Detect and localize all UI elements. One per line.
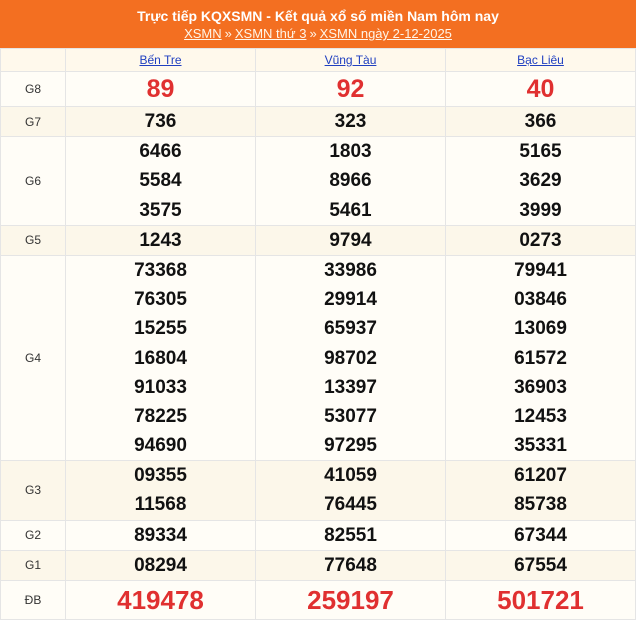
result-number: 259197	[307, 585, 394, 615]
prize-header-cell	[1, 49, 66, 72]
result-cell	[256, 72, 446, 107]
page-title: Trực tiếp KQXSMN - Kết quả xổ số miền Nam hôm nay	[137, 8, 499, 24]
result-number: 3629	[519, 170, 562, 192]
result-number: 3575	[139, 199, 182, 221]
result-number: 16804	[134, 347, 187, 369]
result-cell	[66, 461, 256, 520]
result-number: 73368	[134, 259, 187, 281]
result-cell	[446, 520, 636, 550]
prize-label: G5	[1, 225, 66, 255]
result-number: 1803	[329, 141, 372, 163]
result-number: 5165	[519, 141, 562, 163]
result-cell	[256, 107, 446, 137]
result-number: 78225	[134, 405, 187, 427]
prize-row	[1, 581, 636, 620]
breadcrumb-date-link[interactable]: XSMN ngày 2-12-2025	[319, 26, 452, 41]
result-number: 65937	[324, 318, 377, 340]
result-number: 89334	[134, 524, 187, 546]
result-cell	[256, 225, 446, 255]
result-number: 76305	[134, 289, 187, 311]
result-number: 40	[526, 75, 555, 103]
result-number: 5584	[139, 170, 182, 192]
prize-row	[1, 520, 636, 550]
result-number: 13397	[324, 376, 377, 398]
result-number: 36903	[514, 376, 567, 398]
result-number: 53077	[324, 405, 377, 427]
prize-label: G3	[1, 461, 66, 520]
result-number: 41059	[324, 465, 377, 487]
prize-label: G2	[1, 520, 66, 550]
result-number: 61207	[514, 465, 567, 487]
result-cell	[256, 550, 446, 580]
prize-row	[1, 255, 636, 460]
result-number: 92	[336, 75, 365, 103]
result-cell	[66, 225, 256, 255]
prize-label: ĐB	[1, 581, 66, 620]
breadcrumb-separator: »	[224, 26, 232, 41]
result-cell	[446, 550, 636, 580]
prize-label: G4	[1, 255, 66, 460]
province-link-bac-lieu[interactable]: Bạc Liêu	[517, 53, 564, 67]
result-number: 61572	[514, 347, 567, 369]
province-link-ben-tre[interactable]: Bến Tre	[139, 53, 182, 67]
province-header	[66, 49, 256, 72]
breadcrumb-xsmn-link[interactable]: XSMN	[184, 26, 222, 41]
result-cell	[446, 137, 636, 226]
result-cell	[446, 225, 636, 255]
prize-label: G8	[1, 72, 66, 107]
result-number: 98702	[324, 347, 377, 369]
result-number: 13069	[514, 318, 567, 340]
prize-label: G7	[1, 107, 66, 137]
result-number: 89	[146, 75, 175, 103]
breadcrumb-weekday-link[interactable]: XSMN thứ 3	[234, 26, 307, 41]
header-bar	[0, 0, 636, 48]
result-cell	[256, 520, 446, 550]
result-number: 9794	[329, 229, 372, 251]
result-number: 1243	[139, 229, 182, 251]
prize-row	[1, 107, 636, 137]
result-number: 85738	[514, 494, 567, 516]
province-header	[446, 49, 636, 72]
result-cell	[256, 137, 446, 226]
result-number: 77648	[324, 554, 377, 576]
results-table	[0, 48, 636, 620]
result-number: 0273	[519, 229, 562, 251]
result-number: 6466	[139, 141, 182, 163]
prize-row	[1, 225, 636, 255]
breadcrumb-separator: »	[309, 26, 317, 41]
result-number: 419478	[117, 585, 204, 615]
province-link-vung-tau[interactable]: Vũng Tàu	[324, 53, 377, 67]
result-number: 03846	[514, 289, 567, 311]
province-header-row	[1, 49, 636, 72]
province-header	[256, 49, 446, 72]
result-number: 12453	[514, 405, 567, 427]
prize-row	[1, 461, 636, 520]
result-number: 33986	[324, 259, 377, 281]
result-number: 501721	[497, 585, 584, 615]
result-cell	[256, 581, 446, 620]
result-number: 8966	[329, 170, 372, 192]
result-cell	[66, 72, 256, 107]
result-number: 09355	[134, 465, 187, 487]
result-number: 366	[524, 111, 557, 132]
result-cell	[66, 255, 256, 460]
result-number: 35331	[514, 435, 567, 457]
result-number: 91033	[134, 376, 187, 398]
result-number: 11568	[134, 494, 187, 516]
result-number: 67554	[514, 554, 567, 576]
breadcrumb	[0, 25, 636, 43]
prize-row	[1, 72, 636, 107]
result-number: 79941	[514, 259, 567, 281]
result-number: 15255	[134, 318, 187, 340]
result-cell	[66, 107, 256, 137]
prize-label: G1	[1, 550, 66, 580]
result-cell	[66, 520, 256, 550]
result-number: 82551	[324, 524, 377, 546]
prize-label: G6	[1, 137, 66, 226]
result-number: 08294	[134, 554, 187, 576]
result-number: 97295	[324, 435, 377, 457]
result-cell	[446, 461, 636, 520]
result-cell	[256, 461, 446, 520]
result-number: 67344	[514, 524, 567, 546]
result-cell	[66, 581, 256, 620]
prize-row	[1, 137, 636, 226]
result-cell	[256, 255, 446, 460]
result-number: 76445	[324, 494, 377, 516]
result-number: 3999	[519, 199, 562, 221]
result-number: 29914	[324, 289, 377, 311]
result-cell	[446, 107, 636, 137]
prize-row	[1, 550, 636, 580]
result-cell	[66, 550, 256, 580]
result-cell	[446, 255, 636, 460]
result-number: 323	[334, 111, 367, 132]
result-cell	[446, 72, 636, 107]
result-number: 5461	[329, 199, 372, 221]
result-number: 94690	[134, 435, 187, 457]
result-cell	[446, 581, 636, 620]
result-cell	[66, 137, 256, 226]
result-number: 736	[144, 111, 177, 132]
